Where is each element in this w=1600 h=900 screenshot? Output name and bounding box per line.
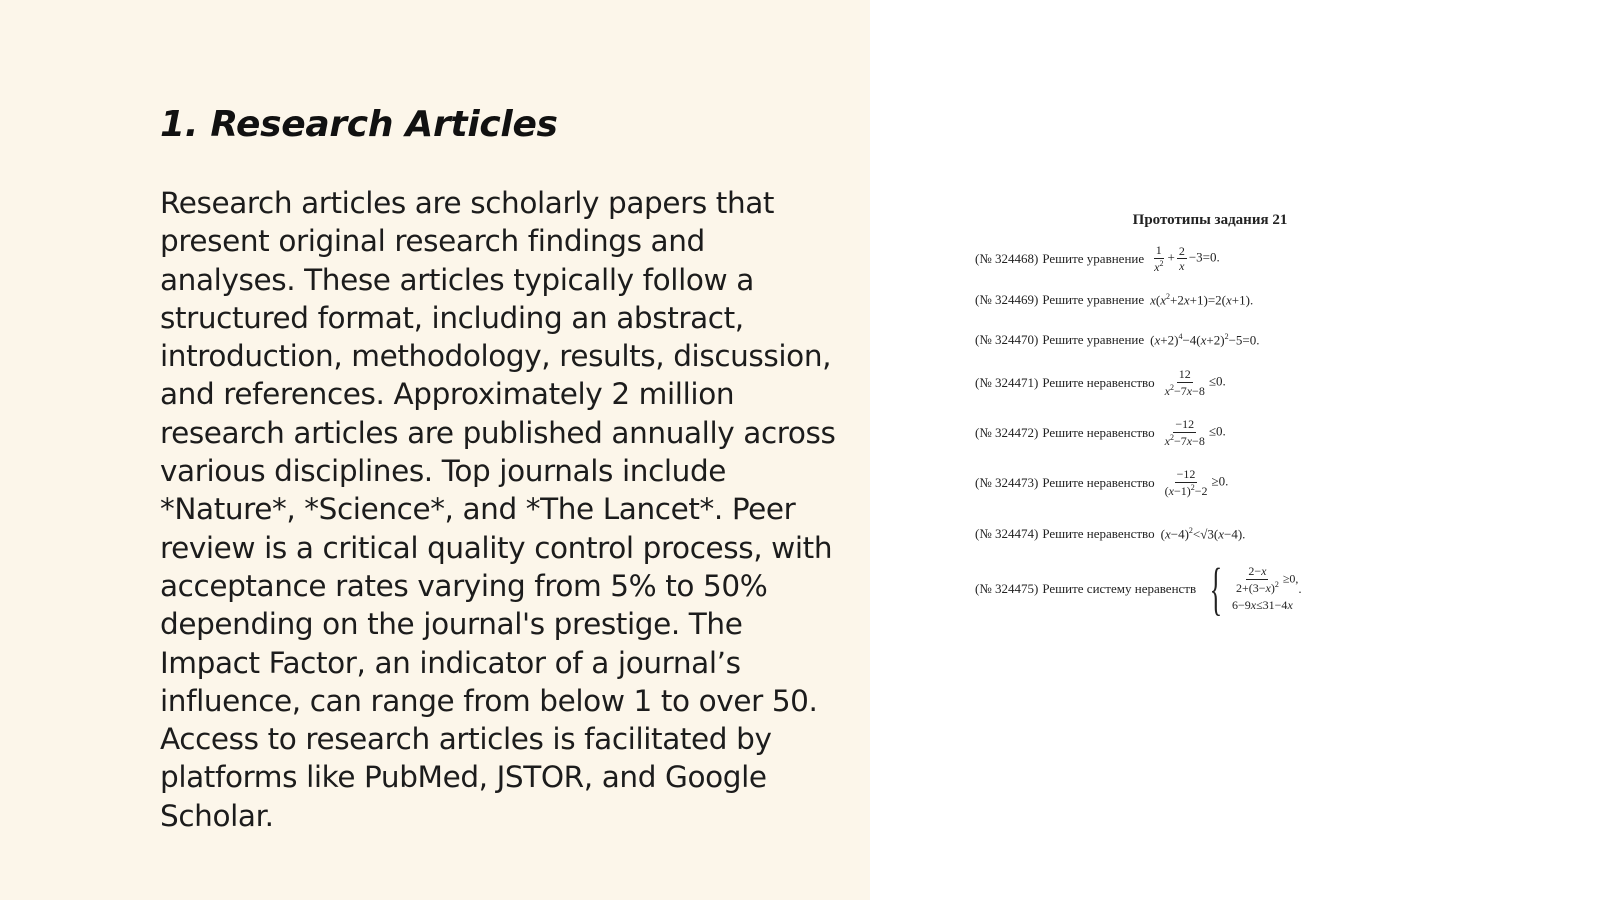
problem-expression: { $\frac{2-x}{2+(3-x)^2}$ ≥0, 6−9x≤31−4x .	[1209, 556, 1302, 621]
problem-324470	[975, 332, 1259, 348]
problem-expression: $\frac{1}{x^2}$ + $\frac{2}{x}$ −3=0.	[1154, 243, 1220, 274]
problem-number: (№ 324475)	[975, 581, 1039, 596]
problems-title: Прототипы задания 21	[1132, 212, 1288, 228]
problem-324475	[975, 556, 1302, 621]
problem-324471	[975, 368, 1226, 397]
problem-number: (№ 324469)	[975, 292, 1039, 308]
problem-label: Решите неравенство	[1042, 424, 1155, 440]
problem-number: (№ 324473)	[975, 474, 1039, 490]
problem-expression: $(x+2)^4-4(x+2)^2-5=0$.	[1150, 332, 1260, 348]
problem-expression: $\frac{-12}{x^2-7x-8}$ ≤0.	[1164, 417, 1226, 448]
problem-324472	[975, 418, 1226, 447]
problem-324474	[975, 526, 1245, 542]
problem-expression: $\frac{12}{x^2-7x-8}$ ≤0.	[1164, 367, 1226, 398]
slide-title: 1. Research Articles	[160, 104, 558, 145]
problem-label: Решите неравенство	[1042, 374, 1155, 390]
problem-number: (№ 324468)	[975, 250, 1039, 266]
problem-number: (№ 324470)	[975, 332, 1039, 348]
math-problems-image	[975, 200, 1375, 640]
problem-label: Решите неравенство	[1042, 474, 1155, 490]
problem-324469	[975, 292, 1253, 308]
problem-324473	[975, 468, 1228, 497]
problem-number: (№ 324471)	[975, 374, 1039, 390]
problem-expression: $x(x^2+2x+1)=2(x+1)$.	[1150, 292, 1254, 308]
problem-expression: $(x-4)^2<√3(x-4)$.	[1160, 526, 1246, 542]
problem-number: (№ 324474)	[975, 526, 1039, 542]
problem-label: Решите уравнение	[1042, 292, 1145, 308]
problem-expression: $\frac{-12}{(x-1)^2-2}$ ≥0.	[1164, 467, 1229, 498]
problem-label: Решите уравнение	[1042, 250, 1145, 266]
problem-324468	[975, 244, 1220, 273]
slide-body-text: Research articles are scholarly papers that present original research findings and analyses. These articles typically follow a structured format, including an abstract, introduction, methodology, results, discussion, and references. Approximately 2 million research articles are published annually across various disciplines. Top journals include *Nature*, *Science*, and *The Lancet*. Peer review is a critical quality control process, with acceptance rates varying from 5% to 50% depending on the journal's prestige. The Impact Factor, an indicator of a journal’s influence, can range from below 1 to over 50. Access to research articles is facilitated by platforms like PubMed, JSTOR, and Google Scholar.	[160, 186, 836, 833]
problem-label: Решите систему неравенств	[1042, 581, 1197, 596]
problem-number: (№ 324472)	[975, 424, 1039, 440]
problem-label: Решите неравенство	[1042, 526, 1155, 542]
problem-label: Решите уравнение	[1042, 332, 1145, 348]
